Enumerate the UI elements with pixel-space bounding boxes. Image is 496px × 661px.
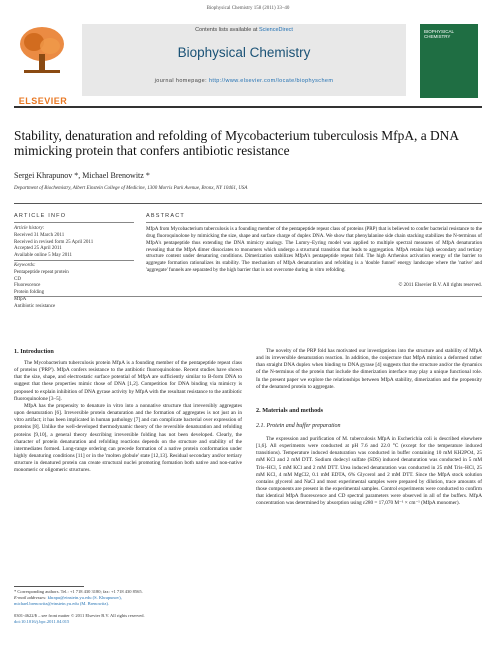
abstract-copyright: © 2011 Elsevier B.V. All rights reserved. (398, 282, 482, 288)
journal-citation: Biophysical Chemistry 158 (2011) 33–40 (206, 6, 290, 11)
issn-line: 0301-4622/$ – see front matter © 2011 Elsevier B.V. All rights reserved. (14, 613, 145, 618)
history-item: Accepted 25 April 2011 (14, 246, 62, 252)
keyword: Antibiotic resistance (14, 303, 56, 309)
cover-title: BIOPHYSICAL CHEMISTRY (424, 29, 454, 39)
issn-doi-block (14, 613, 242, 625)
abstract-rule (146, 222, 482, 223)
journal-header-panel (82, 24, 406, 96)
history-item: Received in revised form 25 April 2011 (14, 239, 94, 245)
email-link-brenowitz[interactable]: michael.brenowitz@einstein.yu.edu (M. Brenowitz). (14, 601, 109, 606)
keyword: Pentapeptide repeat protein (14, 269, 69, 275)
footnote-rule (14, 586, 84, 587)
history-label: Article history: (14, 226, 45, 231)
homepage-prefix: journal homepage: (154, 78, 209, 84)
article-authors: Sergei Khrapunov *, Michael Brenowitz * (14, 171, 150, 180)
history-item: Received 31 March 2011 (14, 232, 65, 238)
keyword: Fluorescence (14, 283, 41, 289)
contents-prefix: Contents lists available at (195, 27, 259, 33)
homepage-link[interactable]: http://www.elsevier.com/locate/biophyschem (208, 78, 334, 84)
header-divider (14, 106, 482, 108)
article-info-heading: ARTICLE INFO (14, 213, 67, 219)
column2-paragraph: The novelty of the PRP fold has motivated our investigations into the structure and stability of MfpA and its irreversible denaturation reaction. In addition, the conjecture that MfpA mimics a deformed rather than straight DNA duplex when binding to DNA gyrase [4] suggests that the structure and/or the dynamics of the N-terminus of the protein that include the dimerization interface may play a unique functional role. In the present paper we explore the relationships between MfpA stability, dimerization and the propensity of the denatured protein to aggregate. (256, 348, 482, 390)
history-item: Available online 5 May 2011 (14, 253, 73, 259)
section-title-methods: 2. Materials and methods (256, 407, 324, 414)
keywords-list (14, 263, 134, 311)
abstract-text: MfpA from Mycobacterium tuberculosis is a founding member of the pentapeptide repeat class of proteins (PRP) that is believed to confer bacterial resistance to the drug fluoroquinolone by mimicking the size, shape and surface charge of duplex DNA. We show that phenylalanine side chain stacking stabilizes the N-terminus of MfpA's pentapeptide thus extending the DNA mimicry analogy. The Lumry–Eyring model was applied to multiple spectral measures of MfpA denaturation revealing that the MfpA dimer dissociates to monomers which undergo a structural transition that leads to aggregation. MfpA retains high secondary and tertiary structure content under denaturing conditions. Dimerization stabilizes MfpA's pentapeptide repeat fold. The high Arrhenius activation energy of the barrier to aggregate formation rationalizes its stability. The mechanism of MfpA denaturation and refolding is a 'double funnel' energy landscape where the 'native' and 'aggregate' funnels are separated by the high barrier that is not overcome during in vitro refolding. (146, 226, 482, 274)
keyword: CD (14, 276, 21, 282)
title-divider (14, 203, 482, 204)
keywords-rule (14, 260, 134, 261)
keywords-label: Keywords: (14, 263, 36, 268)
elsevier-tree-logo (14, 24, 70, 76)
sciencedirect-link[interactable]: ScienceDirect (258, 27, 293, 33)
doi-link[interactable]: doi:10.1016/j.bpc.2011.04.015 (14, 619, 70, 624)
keyword: MfpA (14, 296, 27, 302)
journal-homepage (82, 78, 406, 84)
keyword: Protein folding (14, 290, 45, 296)
subsection-title-protein-prep: 2.1. Protein and buffer preparation (256, 423, 341, 429)
intro-paragraph: MfpA has the propensity to denature in vitro into a nonnative structure that irreversibly aggregates upon denaturation [6]. Irreversible protein denaturation and the formation of aggregates is not just an in vitro artifact; it has been implicated in human pathology [7] and can complicate bacterial over expression of proteins [8]. Unlike the well-developed thermodynamic theory of the reversible denaturation and refolding proteins [9,10], a general theory describing irreversible folding has not been developed. Clearly, the character of protein denaturation and refolding reactions depends on the structure and stability of the intermediates formed. Long-range ordering can precede formation of a native protein conformation under highly denaturing conditions [11] or in the 'molten globule' state [12,13]. Residual secondary and/or tertiary structure in denatured protein can create structural nuclei promoting formation both native and non-native monomeric or oligomeric structures. (14, 402, 242, 474)
section-title-introduction: 1. Introduction (14, 348, 54, 355)
intro-paragraph: The Mycobacterium tuberculosis protein MfpA is a founding member of the pentapeptide repeat class of proteins ('PRP'). MfpA confers resistance to the antibiotic fluoroquinolone. Recent studies have shown that the size, shape, and electrostatic surface potential of MfpA are sufficiently similar to B-form DNA to suggest that these properties mimic those of DNA [1,2]. Competition for DNA binding via mimicry is proposed to explain inhibition of DNA gyrase activity by MfpA with the resultant resistance to the antibiotic fluoroquinolone [3–5]. (14, 360, 242, 402)
footnote-text: * Corresponding authors. Tel.: +1 718 430 3180; fax: +1 718 430 8565. (14, 589, 143, 594)
author-affiliation: Department of Biochemistry, Albert Einstein College of Medicine, 1300 Morris Park Avenue, Bronx, NY 10461, USA (14, 186, 248, 191)
article-title: Stability, denaturation and refolding of Mycobacterium tuberculosis MfpA, a DNA mimicking protein that confers antibiotic resistance (14, 128, 459, 158)
email-link-khrapunov[interactable]: khrapu@einstein.yu.edu (S. Khrapunov), (47, 595, 122, 600)
methods-paragraph: The expression and purification of M. tuberculosis MfpA in Escherichia coli is described elsewhere [1,6]. All experiments were conducted at pH 7.6 and 22.0 °C (except for the temperature induced transitions). Temperature induced denaturation was conducted in buffer containing 10 mM KH2PO4, 25 mM KCl and 2 mM DTT. Sodium dodecyl sulfate (SDS) induced denaturation was conducted in 5 mM Tris–HCl, 5 mM KCl and 2 mM DTT. Urea induced denaturation was conducted in 25 mM Tris–HCl, 25 mM KCl, 4 mM MgCl2, 0.1 mM EDTA, 6% Glycerol and 2 mM DTT. Since the MfpA stock solution contains glycerol and NaCl and most experimental samples were prepared by dilution, trace amounts of those components are present in the experimental samples. Control experiments were conducted to confirm that identical MfpA fluorescence and CD spectral parameters were observed in all of the buffers. MfpA concentration was determined by absorption using ε280 = 17,070 M⁻¹ × cm⁻¹ (MfpA monomer). (256, 436, 482, 507)
corresponding-author-footnote (14, 589, 242, 607)
contents-line (82, 27, 406, 33)
article-history (14, 226, 134, 260)
article-info-rule (14, 222, 134, 223)
journal-title: Biophysical Chemistry (177, 45, 311, 60)
publisher-name: ELSEVIER (18, 96, 68, 106)
abstract-heading: ABSTRACT (146, 213, 185, 219)
introduction-body (14, 360, 242, 475)
abstract-bottom-rule (14, 296, 482, 297)
email-label: E-mail addresses: (14, 595, 48, 600)
